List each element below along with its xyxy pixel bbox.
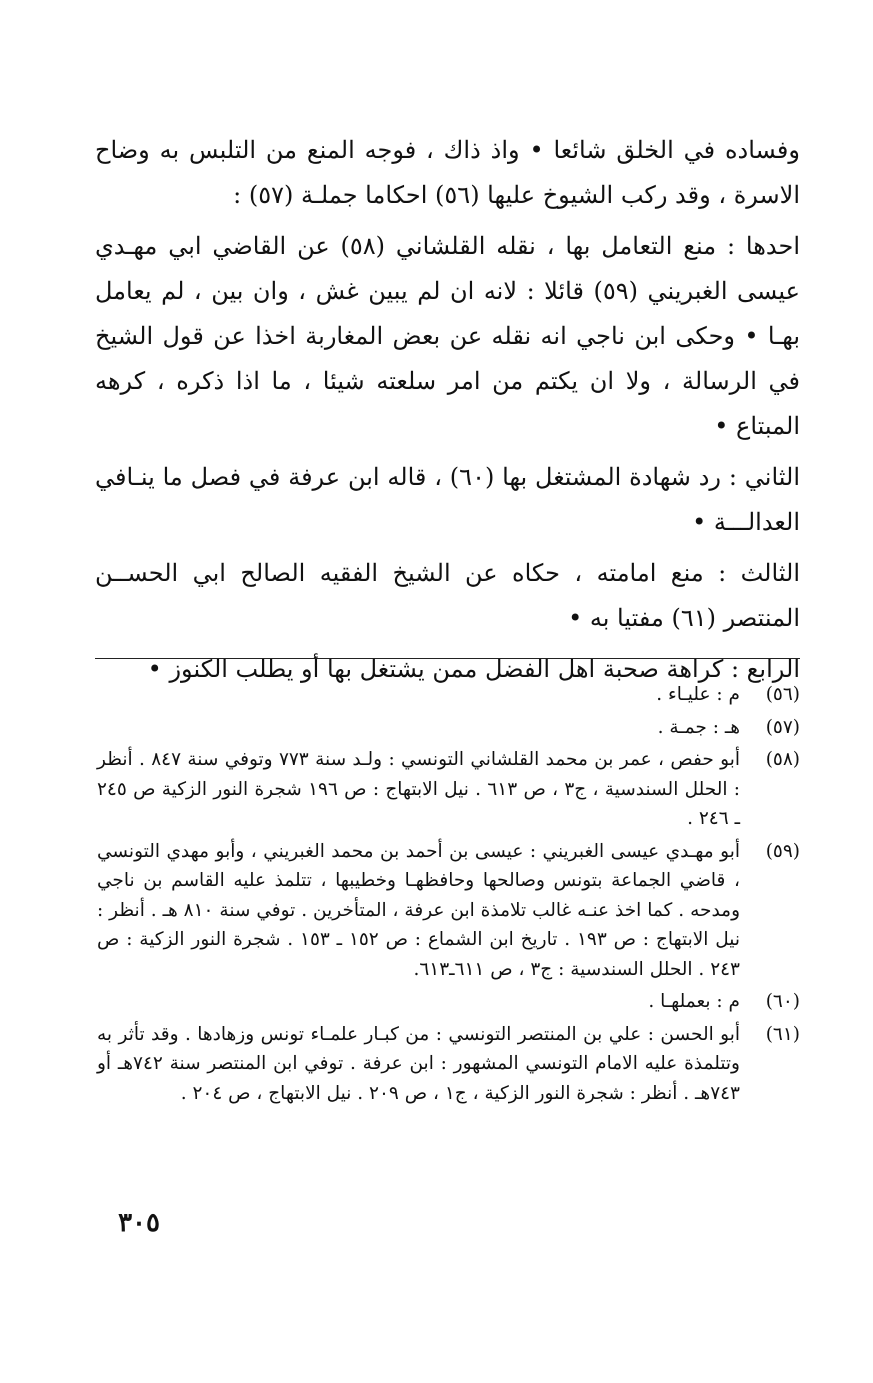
footnote-number: (٥٦)	[765, 684, 800, 705]
main-text	[95, 128, 800, 692]
footnote	[95, 1020, 800, 1109]
page-number: ٣٠٥	[118, 1208, 160, 1238]
footnote-divider	[95, 658, 800, 659]
paragraph: احدها : منع التعامل بها ، نقله القلشاني (٥٨) عن القاضي ابي مهـدي عيسى الغبريني (٥٩) قائلا : لانه ان لم يبين غش ، وان بين ، لم يعامل بهـا • وحكى ابن ناجي انه نقله عن بعض المغاربة اخذا عن قول الشيخ في الرسالة ، ولا ان يكتم من امر سلعته شيئا ، ما اذا ذكره ، كرهه المبتاع •	[95, 232, 800, 440]
footnote-number: (٥٨)	[765, 749, 800, 770]
footnote	[95, 745, 800, 834]
paragraph: وفساده في الخلق شائعا • واذ ذاك ، فوجه المنع من التلبس به وضاح الاسرة ، وقد ركب الشيوخ عليها (٥٦) احكاما جملـة (٥٧) :	[95, 136, 800, 209]
paragraph: الثالث : منع امامته ، حكاه عن الشيخ الفقيه الصالح ابي الحســن المنتصر (٦١) مفتيا به •	[95, 559, 800, 632]
footnote-text: هـ : جمـة .	[657, 716, 740, 738]
paragraph: الثاني : رد شهادة المشتغل بها (٦٠) ، قاله ابن عرفة في فصل ما ينـافي العدالـــة •	[95, 463, 800, 536]
footnote-number: (٥٩)	[765, 840, 800, 862]
footnote	[95, 837, 800, 985]
footnote-number: (٦١)	[765, 1023, 800, 1045]
footnote-text: أبو حفص ، عمر بن محمد القلشاني التونسي : ولـد سنة ٧٧٣ وتوفي سنة ٨٤٧ . أنظر : الحلل السندسية ، ج٣ ، ص ٦١٣ . نيل الابتهاج : ص ١٩٦ شجرة النور الزكية ص ٢٤٥ ـ ٢٤٦ .	[97, 749, 740, 829]
paragraph: الرابع : كراهة صحبة اهل الفضل ممن يشتغل بها أو يطلب الكنوز •	[147, 655, 800, 683]
footnote-text: م : عليـاء .	[656, 684, 740, 705]
footnotes	[95, 680, 800, 1111]
book-page	[95, 128, 800, 1258]
footnote-text: م : بعملهـا .	[648, 991, 740, 1012]
footnote	[95, 713, 800, 743]
footnote-number: (٥٧)	[765, 716, 800, 738]
footnote	[95, 680, 800, 710]
footnote-text: أبو الحسن : علي بن المنتصر التونسي : من كبـار علمـاء تونس وزهادها . وقد تأثر به وتتلمذة عليه الامام التونسي المشهور : ابن عرفة . توفي ابن المنتصر سنة ٧٤٢هـ أو ٧٤٣هـ . أنظر : شجرة النور الزكية ، ج١ ، ص ٢٠٩ . نيل الابتهاج ، ص ٢٠٤ .	[97, 1023, 740, 1104]
footnote-text: أبو مهـدي عيسى الغبريني : عيسى بن أحمد بن محمد الغبريني ، وأبو مهدي التونسي ، قاضي الجماعة بتونس وصالحها وحافظهـا وخطيبها ، تتلمذ عليه القاسم بن ناجي ومدحه . كما اخذ عنـه غالب تلامذة ابن عرفة ، المتأخرين . توفي سنة ٨١٠ هـ . أنظر : نيل الابتهاج : ص ١٩٣ . تاريخ ابن الشماع : ص ١٥٢ ـ ١٥٣ . شجرة النور الزكية : ص ٢٤٣ . الحلل السندسية : ج٣ ، ص ٦١١ـ٦١٣.	[97, 840, 741, 980]
footnote-number: (٦٠)	[765, 991, 800, 1012]
footnote	[95, 987, 800, 1017]
